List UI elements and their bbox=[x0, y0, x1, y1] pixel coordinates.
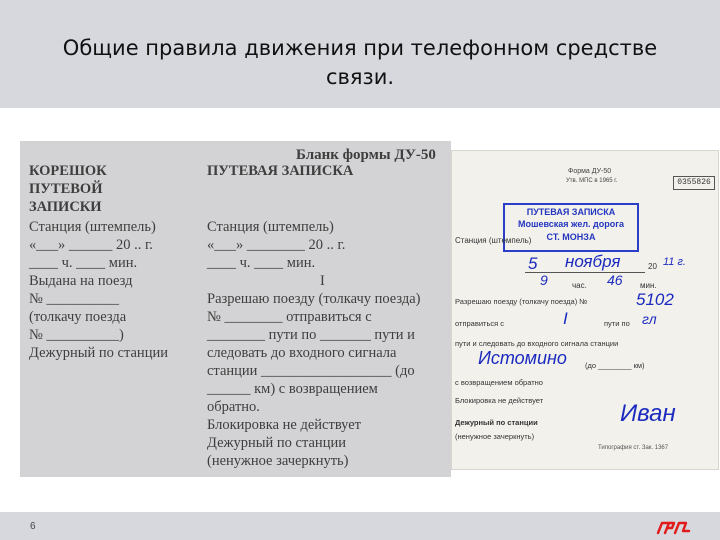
stub-line: ____ ч. ____ мин. bbox=[29, 255, 138, 271]
filled-form-sub: Утв. МПС в 1965 г. bbox=[566, 178, 618, 184]
slide-title-line2: связи. bbox=[325, 65, 395, 89]
stamp-line: Мошевская жел. дорога bbox=[517, 219, 625, 229]
hand-track-to: гл bbox=[642, 311, 657, 327]
printed-min: мин. bbox=[640, 281, 657, 290]
stub-line: № __________ bbox=[29, 291, 119, 307]
rzd-logo-icon bbox=[656, 518, 694, 536]
hand-hour: 9 bbox=[540, 272, 548, 288]
stub-title-1: КОРЕШОК bbox=[29, 163, 107, 179]
note-line: станции __________________ (до bbox=[207, 363, 415, 379]
serial-number: 0355826 bbox=[673, 176, 715, 190]
hand-day: 5 bbox=[528, 254, 538, 273]
printed-hour: час. bbox=[572, 281, 587, 290]
printed-station: Станция (штемпель) bbox=[455, 236, 532, 245]
stamp-line: ПУТЕВАЯ ЗАПИСКА bbox=[526, 207, 616, 217]
stub-title-3: ЗАПИСКИ bbox=[29, 199, 102, 215]
note-title: ПУТЕВАЯ ЗАПИСКА bbox=[207, 163, 354, 179]
note-line: Дежурный по станции bbox=[207, 435, 346, 451]
note-line: ________ пути по _______ пути и bbox=[207, 327, 415, 343]
printed-duty: Дежурный по станции bbox=[455, 418, 538, 427]
printed-footer: Типография ст. Зак. 1367 bbox=[598, 445, 669, 451]
printed-return: с возвращением обратно bbox=[455, 378, 543, 387]
stub-title-2: ПУТЕВОЙ bbox=[29, 181, 103, 197]
hand-train-number: 5102 bbox=[636, 290, 674, 309]
stub-line: Станция (штемпель) bbox=[29, 219, 156, 235]
note-line: I bbox=[320, 273, 325, 289]
form-du50-template bbox=[20, 141, 451, 477]
note-line: Разрешаю поезду (толкачу поезда) bbox=[207, 291, 421, 307]
stub-line: Выдана на поезд bbox=[29, 273, 133, 289]
hand-min: 46 bbox=[607, 272, 623, 288]
printed-block: Блокировка не действует bbox=[455, 396, 544, 405]
stub-line: (толкачу поезда bbox=[29, 309, 127, 325]
note-line: ______ км) с возвращением bbox=[207, 381, 378, 397]
note-line: № ________ отправиться с bbox=[207, 309, 372, 325]
stub-line: Дежурный по станции bbox=[29, 345, 168, 361]
printed-strike: (ненужное зачеркнуть) bbox=[455, 432, 535, 441]
signature: Иван bbox=[620, 400, 676, 427]
note-line: следовать до входного сигнала bbox=[207, 345, 397, 361]
hand-station: Истомино bbox=[478, 348, 567, 368]
stamp-line: СТ. МОНЗА bbox=[546, 232, 596, 242]
slide-title-line1: Общие правила движения при телефонном средстве bbox=[62, 36, 658, 60]
printed-permit: Разрешаю поезду (толкачу поезда) № bbox=[455, 297, 588, 306]
note-line: Блокировка не действует bbox=[207, 417, 362, 433]
note-line: Станция (штемпель) bbox=[207, 219, 334, 235]
form-heading: Бланк формы ДУ-50 bbox=[296, 147, 436, 163]
slide-footer bbox=[0, 512, 720, 540]
printed-year: 20 bbox=[648, 262, 657, 271]
hand-year: 11 г. bbox=[663, 256, 686, 268]
hand-track-from: I bbox=[563, 309, 568, 328]
printed-track: пути по bbox=[604, 319, 630, 328]
note-line: ____ ч. ____ мин. bbox=[207, 255, 316, 271]
filled-form-label: Форма ДУ-50 bbox=[568, 168, 612, 175]
hand-month: ноября bbox=[565, 252, 621, 271]
printed-follow: пути и следовать до входного сигнала станции bbox=[455, 339, 619, 348]
note-line: (ненужное зачеркнуть) bbox=[207, 453, 349, 469]
printed-depart: отправиться с bbox=[455, 319, 505, 328]
note-line: обратно. bbox=[207, 399, 260, 415]
note-line: «___» ________ 20 .. г. bbox=[207, 237, 346, 253]
stub-line: № __________) bbox=[29, 327, 124, 343]
stub-line: «___» ______ 20 .. г. bbox=[29, 237, 153, 253]
page-number: 6 bbox=[30, 521, 36, 532]
printed-km: (до ________ км) bbox=[585, 361, 645, 370]
